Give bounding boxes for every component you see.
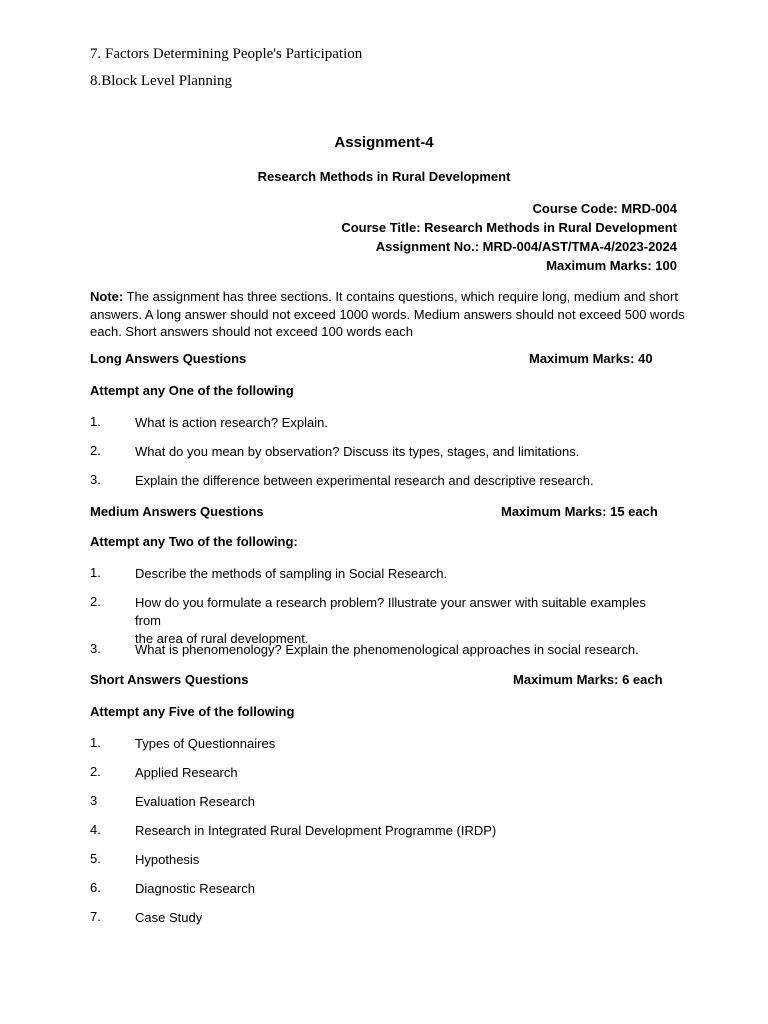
question-text: How do you formulate a research problem? Illustrate your answer with suitable examples from: [135, 595, 646, 628]
list-number: 3.: [90, 641, 101, 656]
short-section-instruction: Attempt any Five of the following: [90, 704, 295, 719]
list-number: 5.: [90, 851, 101, 866]
top-list-item: 7. Factors Determining People's Participation: [90, 46, 363, 62]
note-label: Note:: [90, 289, 124, 304]
question-text: the area of rural development.: [135, 631, 309, 646]
course-title: Course Title: Research Methods in Rural Development: [341, 220, 677, 235]
list-number: 2.: [90, 764, 101, 779]
short-section-marks: Maximum Marks: 6 each: [513, 672, 663, 687]
list-number: 2.: [90, 594, 101, 609]
list-number: 1.: [90, 735, 101, 750]
list-number: 2.: [90, 443, 101, 458]
question-item: Evaluation Research: [135, 794, 255, 809]
question-item: Case Study: [135, 910, 203, 925]
assignment-subtitle: Research Methods in Rural Development: [257, 169, 511, 184]
question-item: What do you mean by observation? Discuss its types, stages, and limitations.: [135, 444, 580, 459]
question-item: Hypothesis: [135, 852, 200, 867]
list-number: 1.: [90, 565, 101, 580]
assignment-title: Assignment-4: [334, 134, 434, 151]
top-list-item: 8.Block Level Planning: [90, 73, 233, 89]
question-item: Applied Research: [135, 765, 238, 780]
question-item: Types of Questionnaires: [135, 736, 276, 751]
question-item: What is phenomenology? Explain the phenomenological approaches in social research.: [135, 642, 639, 657]
assignment-number: Assignment No.: MRD-004/AST/TMA-4/2023-2024: [375, 239, 677, 254]
medium-section-marks: Maximum Marks: 15 each: [501, 504, 658, 519]
long-section-instruction: Attempt any One of the following: [90, 383, 294, 398]
course-code: Course Code: MRD-004: [532, 201, 677, 216]
short-section-heading: Short Answers Questions: [90, 672, 249, 687]
question-item: Explain the difference between experimental research and descriptive research.: [135, 473, 594, 488]
question-item: Research in Integrated Rural Development Programme (IRDP): [135, 823, 497, 838]
question-item: Describe the methods of sampling in Social Research.: [135, 566, 448, 581]
long-section-marks: Maximum Marks: 40: [529, 351, 653, 366]
note-paragraph: [90, 288, 690, 341]
list-number: 6.: [90, 880, 101, 895]
note-text: The assignment has three sections. It contains questions, which require long, medium and short: [123, 289, 678, 304]
list-number: 7.: [90, 909, 101, 924]
medium-section-heading: Medium Answers Questions: [90, 504, 264, 519]
list-number: 4.: [90, 822, 101, 837]
maximum-marks-total: Maximum Marks: 100: [546, 258, 677, 273]
medium-section-instruction: Attempt any Two of the following:: [90, 534, 298, 549]
list-number: 3.: [90, 472, 101, 487]
question-item: What is action research? Explain.: [135, 415, 328, 430]
note-text: each. Short answers should not exceed 100 words each: [90, 324, 414, 339]
list-number: 1.: [90, 414, 101, 429]
note-text: answers. A long answer should not exceed 1000 words. Medium answers should not exceed 500 words: [90, 306, 685, 322]
long-section-heading: Long Answers Questions: [90, 351, 247, 366]
question-item: Diagnostic Research: [135, 881, 255, 896]
question-item: [135, 594, 675, 648]
list-number: 3: [90, 793, 98, 808]
